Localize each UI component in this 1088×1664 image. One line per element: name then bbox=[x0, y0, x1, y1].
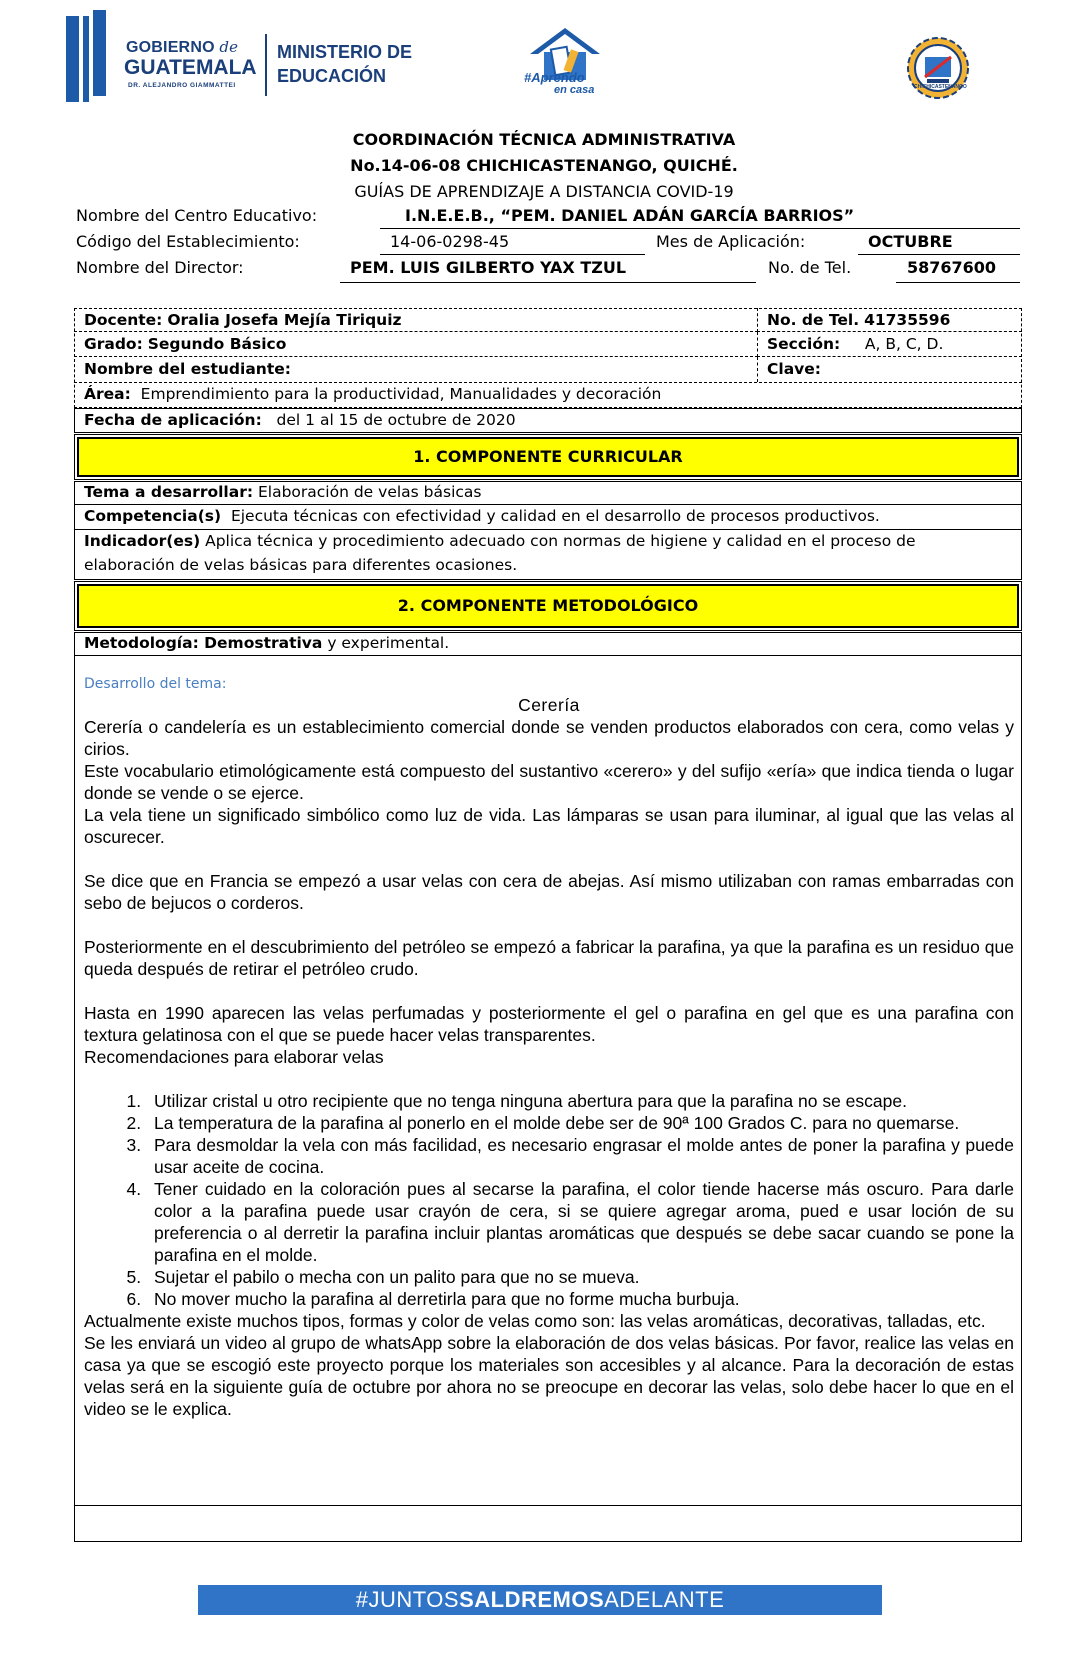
list-item: 5. Sujetar el pabilo o mecha con un palito para que no se mueva. bbox=[146, 1266, 1014, 1288]
paragraph: Actualmente existe muchos tipos, formas y color de velas como son: las velas aromáticas, decorativas, talladas, etc. bbox=[84, 1311, 986, 1331]
docente-tel-field: No. de Tel. 41735596 bbox=[767, 311, 951, 329]
tel-value: 58767600 bbox=[907, 258, 997, 277]
componente-metodologico-heading: 2. COMPONENTE METODOLÓGICO bbox=[77, 584, 1019, 628]
tel-label: No. de Tel. bbox=[768, 258, 852, 277]
list-item: 6. No mover mucho la parafina al derretirla para que no forme mucha burbuja. bbox=[146, 1288, 1014, 1310]
aprendo-en-casa-logo bbox=[520, 24, 610, 104]
tema-field: Tema a desarrollar: Elaboración de velas básicas bbox=[84, 483, 482, 501]
director-underline bbox=[340, 282, 756, 283]
centro-label: Nombre del Centro Educativo: bbox=[76, 206, 318, 225]
director-value: PEM. LUIS GILBERTO YAX TZUL bbox=[350, 258, 627, 277]
list-item: 2. La temperatura de la parafina al ponerlo en el molde debe ser de 90ª 100 Grados C. para no quemarse. bbox=[146, 1112, 1014, 1134]
paragraph: Se dice que en Francia se empezó a usar velas con cera de abejas. Así mismo utilizaban con ramas embarradas con sebo de bejucos o corderos. bbox=[84, 871, 1014, 913]
logo-bar bbox=[66, 16, 79, 102]
school-seal-logo bbox=[905, 33, 971, 103]
gobierno-text: GOBIERNO de bbox=[126, 38, 239, 56]
mes-label: Mes de Aplicación: bbox=[656, 232, 806, 251]
form-divider bbox=[74, 382, 1022, 383]
logo-bar bbox=[83, 16, 89, 102]
director-label: Nombre del Director: bbox=[76, 258, 244, 277]
codigo-label: Código del Establecimiento: bbox=[76, 232, 300, 251]
docente-field: Docente: Oralia Josefa Mejía Tiriquiz bbox=[84, 311, 402, 329]
metodologia-field: Metodología: Demostrativa y experimental. bbox=[84, 634, 450, 652]
gear-seal-icon bbox=[905, 33, 971, 103]
competencia-field: Competencia(s) Ejecuta técnicas con efectividad y calidad en el desarrollo de procesos productivos. bbox=[84, 507, 880, 525]
mes-value: OCTUBRE bbox=[868, 232, 953, 251]
list-item: 4. Tener cuidado en la coloración pues al secarse la parafina, el color tiende hacerse más oscuro. Para darle color a la parafina puede usar crayón de cera, si se quiere agregar aroma, pued e usar loción de su preferencia o al derretir la parafina incluir plantas aromáticas que después se debe sacar cuando se pone la parafina en el molde. bbox=[146, 1178, 1014, 1266]
centro-value: I.N.E.E.B., “PEM. DANIEL ADÁN GARCÍA BARRIOS” bbox=[405, 206, 855, 225]
paragraph: La vela tiene un significado simbólico como luz de vida. Las lámparas se usan para iluminar, al igual que las velas al oscurecer. bbox=[84, 805, 1014, 847]
indicador-field-2: elaboración de velas básicas para diferentes ocasiones. bbox=[84, 556, 518, 574]
en-casa-text: en casa bbox=[554, 84, 595, 96]
form-divider bbox=[757, 357, 758, 382]
header-coordinacion: COORDINACIÓN TÉCNICA ADMINISTRATIVA bbox=[352, 130, 736, 149]
president-text: DR. ALEJANDRO GIAMMATTEI bbox=[128, 82, 236, 89]
list-item: 3. Para desmoldar la vela con más facilidad, es necesario engrasar el molde antes de poner la parafina y puede usar aceite de cocina. bbox=[146, 1134, 1014, 1178]
educacion-text: EDUCACIÓN bbox=[277, 66, 387, 86]
seccion-field: Sección: A, B, C, D. bbox=[767, 335, 944, 353]
indicador-field: Indicador(es) Aplica técnica y procedimiento adecuado con normas de higiene y calidad en el proceso de bbox=[84, 532, 916, 550]
aprendo-text: #Aprendo bbox=[524, 70, 585, 85]
content-body bbox=[84, 694, 1014, 1420]
clave-label: Clave: bbox=[767, 360, 821, 378]
codigo-underline bbox=[380, 254, 645, 255]
ministerio-text: MINISTERIO DE bbox=[277, 42, 413, 62]
paragraph: Recomendaciones para elaborar velas bbox=[84, 1047, 384, 1067]
logo-separator bbox=[265, 34, 267, 96]
content-bottom-row bbox=[74, 1505, 1022, 1542]
mes-underline bbox=[858, 254, 1020, 255]
footer-banner: #JUNTOSSALDREMOSADELANTE bbox=[198, 1585, 882, 1615]
tel-underline bbox=[896, 282, 1020, 283]
area-field: Área: Emprendimiento para la productividad, Manualidades y decoración bbox=[84, 385, 662, 403]
paragraph: Este vocabulario etimológicamente está compuesto del sustantivo «cerero» y del sufijo «ería» que indica tienda o lugar donde se vende o se ejerce. bbox=[84, 761, 1014, 803]
list-item: 1. Utilizar cristal u otro recipiente que no tenga ninguna abertura para que la parafina no se escape. bbox=[146, 1090, 1014, 1112]
header-guias: GUÍAS DE APRENDIZAJE A DISTANCIA COVID-19 bbox=[354, 182, 734, 201]
codigo-value: 14-06-0298-45 bbox=[390, 232, 510, 251]
content-title: Cerería bbox=[518, 695, 580, 715]
paragraph: Hasta en 1990 aparecen las velas perfumadas y posteriormente el gel o parafina en gel que es una parafina con textura gelatinosa con el que se puede hacer velas transparentes. bbox=[84, 1003, 1014, 1045]
guatemala-text: GUATEMALA bbox=[124, 56, 257, 79]
centro-underline bbox=[380, 228, 1020, 229]
paragraph: Cerería o candelería es un establecimiento comercial donde se venden productos elaborados con cera, como velas y cirios. bbox=[84, 717, 1014, 759]
componente-curricular-heading: 1. COMPONENTE CURRICULAR bbox=[77, 437, 1019, 477]
paragraph: Posteriormente en el descubrimiento del petróleo se empezó a fabricar la parafina, ya que la parafina es un residuo que queda después de retirar el petróleo crudo. bbox=[84, 937, 1014, 979]
fecha-field: Fecha de aplicación: del 1 al 15 de octubre de 2020 bbox=[84, 411, 516, 429]
desarrollo-label: Desarrollo del tema: bbox=[84, 676, 227, 692]
gobierno-logo bbox=[66, 16, 426, 106]
grado-field: Grado: Segundo Básico bbox=[84, 335, 287, 353]
header-chichicastenango: No.14-06-08 CHICHICASTENANGO, QUICHÉ. bbox=[350, 156, 738, 175]
estudiante-label: Nombre del estudiante: bbox=[84, 360, 291, 378]
recommendations-list bbox=[84, 1090, 1014, 1310]
seal-text: CHICHICASTENANGO bbox=[914, 84, 967, 90]
logo-bar bbox=[93, 10, 106, 96]
paragraph: Se les enviará un video al grupo de whatsApp sobre la elaboración de dos velas básicas. Por favor, realice las velas en casa ya que se escogió este proyecto porque los materiales son accesibles y al alcance. Para la decoración de estas velas será en la siguiente guía de octubre por ahora no se preocupe en decorar las velas, solo debe hacer lo que en el video se le explica. bbox=[84, 1333, 1014, 1419]
